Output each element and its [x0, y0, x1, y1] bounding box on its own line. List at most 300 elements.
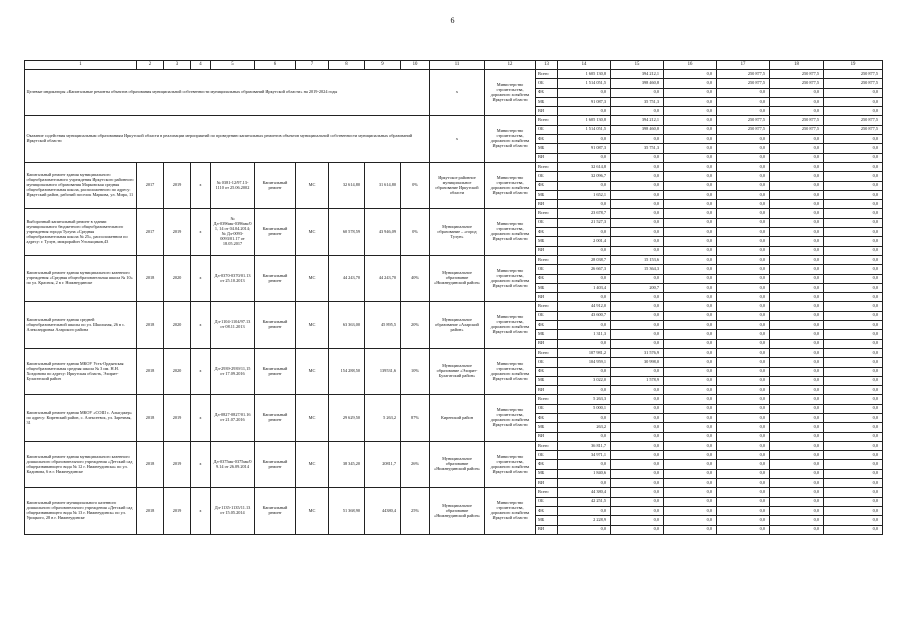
value-cell: 0,0	[770, 200, 824, 209]
value-cell: 0,0	[664, 506, 717, 515]
value-cell: 0,0	[824, 321, 883, 330]
source-cell: ФБ	[536, 181, 558, 190]
value-cell: 0,0	[611, 274, 664, 283]
value-cell: 0,0	[664, 497, 717, 506]
col-header: 5	[211, 61, 255, 70]
value-cell: 0,0	[770, 302, 824, 311]
start-year: 2018	[137, 302, 164, 348]
source-cell: ВИ	[536, 479, 558, 488]
value-cell: 0,0	[717, 451, 770, 460]
value-cell: 0,0	[558, 367, 611, 376]
work-type: Капитальный ремонт	[255, 395, 296, 441]
value-cell: 0,0	[664, 423, 717, 432]
source-cell: ОБ	[536, 497, 558, 506]
value-cell: 0,0	[664, 88, 717, 97]
remaining-cost: 31 614,80	[365, 162, 401, 208]
value-cell: 0,0	[611, 228, 664, 237]
value-cell: 0,0	[717, 460, 770, 469]
value-cell: 35 751,3	[611, 144, 664, 153]
source-cell: ОБ	[536, 311, 558, 320]
executor-cell: Министерство строительства, дорожного хозяйства Иркутской области	[485, 116, 536, 162]
value-cell: 0,0	[824, 469, 883, 478]
value-cell: 104 959,1	[558, 358, 611, 367]
value-cell: 0,0	[558, 339, 611, 348]
ownership-cell: МС	[296, 302, 329, 348]
value-cell: 0,0	[611, 367, 664, 376]
source-cell: ВИ	[536, 293, 558, 302]
value-cell: 0,0	[664, 274, 717, 283]
municipality-cell: Муниципальное образование «Нижнеудинский район»	[430, 441, 485, 487]
value-cell: 0,0	[558, 432, 611, 441]
estimate-cost: 51 368,90	[329, 488, 365, 534]
col-header: 3	[164, 61, 191, 70]
value-cell: 0,0	[717, 469, 770, 478]
col-header: 4	[191, 61, 211, 70]
value-cell: 0,0	[558, 181, 611, 190]
value-cell: 0,0	[824, 413, 883, 422]
source-cell: Всего	[536, 70, 558, 79]
value-cell: 0,0	[770, 162, 824, 171]
value-cell: 0,0	[770, 283, 824, 292]
value-cell: 0,0	[770, 525, 824, 534]
value-cell: 0,0	[717, 479, 770, 488]
value-cell: 0,0	[717, 265, 770, 274]
value-cell: 0,0	[664, 246, 717, 255]
page-number: 6	[450, 16, 455, 25]
value-cell: 0,0	[664, 107, 717, 116]
source-cell: ОБ	[536, 172, 558, 181]
source-cell: МБ	[536, 97, 558, 106]
value-cell: 0,0	[824, 376, 883, 385]
value-cell: 0,0	[664, 79, 717, 88]
estimate-cost: 44 243,70	[329, 255, 365, 301]
ownership-cell: МС	[296, 209, 329, 255]
value-cell: 0,0	[558, 293, 611, 302]
value-cell: 398 460,8	[611, 125, 664, 134]
value-cell: 0,0	[664, 479, 717, 488]
value-cell: 0,0	[611, 432, 664, 441]
source-cell: ОБ	[536, 218, 558, 227]
value-cell: 0,0	[824, 144, 883, 153]
municipality-cell: Муниципальное образование «Нижнеудинский район»	[430, 488, 485, 534]
ownership-cell: МС	[296, 395, 329, 441]
value-cell: 0,0	[717, 386, 770, 395]
value-cell: 0,0	[664, 358, 717, 367]
value-cell: 0,0	[717, 246, 770, 255]
col-header: 9	[365, 61, 401, 70]
mark-cell: х	[191, 302, 211, 348]
value-cell: 0,0	[824, 488, 883, 497]
executor-cell: Министерство строительства, дорожного хозяйства Иркутской области	[485, 255, 536, 301]
value-cell: 0,0	[664, 144, 717, 153]
value-cell: 0,0	[664, 330, 717, 339]
source-cell: МБ	[536, 144, 558, 153]
source-cell: ОБ	[536, 265, 558, 274]
source-cell: ОБ	[536, 79, 558, 88]
value-cell: 0,0	[611, 479, 664, 488]
value-cell: 0,0	[558, 386, 611, 395]
value-cell: 0,0	[770, 209, 824, 218]
source-cell: ФБ	[536, 321, 558, 330]
remaining-cost: 45 895,5	[365, 302, 401, 348]
document-cell: № 0381-12/97.13-1110 от 25.06.2002	[211, 162, 255, 208]
source-cell: МБ	[536, 516, 558, 525]
value-cell: 0,0	[664, 386, 717, 395]
value-cell: 0,0	[611, 246, 664, 255]
summary-row	[25, 70, 883, 79]
value-cell: 0,0	[717, 404, 770, 413]
object-name: Выборочный капитальный ремонт в здании муниципального бюджетного общеобразовательного учреждения города Тулуна «Средняя общеобразовательная школа № 25», расположенном по адресу: г. Тулун, микрорайон Угольщиков,43	[25, 209, 137, 255]
ownership-cell: МС	[296, 348, 329, 394]
value-cell: 36 811,7	[558, 441, 611, 450]
value-cell: 0,0	[824, 153, 883, 162]
value-cell: 0,0	[717, 339, 770, 348]
document-cell: Дл-1104-1104/97.13 от 08.11.2013	[211, 302, 255, 348]
value-cell: 0,0	[664, 153, 717, 162]
value-cell: 1 605 130,8	[558, 116, 611, 125]
object-name: Капитальный ремонт муниципального казенного дошкольного образовательного учреждения «Детский сад общеразвивающего вида № 13 г. Нижнеудинск» по ул. Урицкого, 28 в г. Нижнеудинске	[25, 488, 137, 534]
value-cell: 0,0	[770, 190, 824, 199]
value-cell: 0,0	[611, 218, 664, 227]
value-cell: 0,0	[824, 479, 883, 488]
value-cell: 0,0	[717, 144, 770, 153]
start-year: 2018	[137, 348, 164, 394]
value-cell: 0,0	[824, 497, 883, 506]
value-cell: 0,0	[664, 237, 717, 246]
value-cell: 250 877,5	[770, 70, 824, 79]
ownership-cell: МС	[296, 441, 329, 487]
object-name: Капитальный ремонт здания муниципального общеобразовательного учреждения Иркутского районного муниципального образования Марковская средняя общеобразовательная школа, расположенного по адресу: Иркутский район, рабочий поселок Маркова, ул. Мира, 11	[25, 162, 137, 208]
start-year: 2017	[137, 162, 164, 208]
source-cell: Всего	[536, 209, 558, 218]
value-cell: 0,0	[770, 181, 824, 190]
readiness-percent: 10%	[401, 348, 430, 394]
value-cell: 0,0	[664, 181, 717, 190]
value-cell: 91 087,3	[558, 97, 611, 106]
col-header: 18	[770, 61, 824, 70]
value-cell: 43 600,7	[558, 311, 611, 320]
value-cell: 0,0	[558, 321, 611, 330]
value-cell: 0,0	[717, 209, 770, 218]
value-cell: 0,0	[824, 330, 883, 339]
value-cell: 0,0	[770, 311, 824, 320]
value-cell: 0,0	[664, 135, 717, 144]
program-table	[24, 60, 883, 535]
readiness-percent: 0%	[401, 162, 430, 208]
summary-mark: х	[430, 116, 485, 162]
work-type: Капитальный ремонт	[255, 488, 296, 534]
value-cell: 0,0	[558, 88, 611, 97]
source-cell: Всего	[536, 488, 558, 497]
work-type: Капитальный ремонт	[255, 209, 296, 255]
end-year: 2019	[164, 488, 191, 534]
value-cell: 0,0	[717, 516, 770, 525]
object-name: Капитальный ремонт здания МКОУ «СОШ с. Алыгджер» по адресу: Киренский район, с. Алексеевск, ул. Заречная, 31	[25, 395, 137, 441]
value-cell: 1 514 051,5	[558, 125, 611, 134]
value-cell: 1 605 130,8	[558, 70, 611, 79]
remaining-cost: 139531,6	[365, 348, 401, 394]
value-cell: 0,0	[611, 441, 664, 450]
end-year: 2020	[164, 302, 191, 348]
value-cell: 0,0	[717, 88, 770, 97]
municipality-cell: Муниципальное образование «Нижнеудинский район»	[430, 255, 485, 301]
value-cell: 0,0	[770, 413, 824, 422]
value-cell: 0,0	[664, 404, 717, 413]
value-cell: 1 514 051,5	[558, 79, 611, 88]
source-cell: МБ	[536, 423, 558, 432]
value-cell: 0,0	[558, 274, 611, 283]
value-cell: 0,0	[558, 479, 611, 488]
value-cell: 0,0	[770, 321, 824, 330]
object-name: Капитальный ремонт здания муниципального казенного дошкольного образовательного учреждения «Детский сад общеразвивающего вида № 12 г. Нижнеудинска» по ул. Кадинова, 6 в г. Нижнеудинске	[25, 441, 137, 487]
municipality-cell: Муниципальное образование – «город Тулун»	[430, 209, 485, 255]
value-cell: 0,0	[558, 413, 611, 422]
col-header: 17	[717, 61, 770, 70]
value-cell: 0,0	[717, 395, 770, 404]
value-cell: 0,0	[664, 348, 717, 357]
value-cell: 0,0	[558, 460, 611, 469]
readiness-percent: 0%	[401, 209, 430, 255]
value-cell: 0,0	[770, 88, 824, 97]
value-cell: 0,0	[717, 506, 770, 515]
value-cell: 1 652,1	[558, 190, 611, 199]
source-cell: Всего	[536, 162, 558, 171]
value-cell: 0,0	[824, 190, 883, 199]
end-year: 2020	[164, 348, 191, 394]
value-cell: 0,0	[824, 218, 883, 227]
source-cell: Всего	[536, 395, 558, 404]
start-year: 2018	[137, 255, 164, 301]
object-row	[25, 348, 883, 357]
col-header: 1	[25, 61, 137, 70]
value-cell: 0,0	[824, 181, 883, 190]
value-cell: 32 614,8	[558, 162, 611, 171]
value-cell: 263,2	[558, 423, 611, 432]
value-cell: 0,0	[824, 460, 883, 469]
value-cell: 0,0	[824, 339, 883, 348]
value-cell: 0,0	[558, 506, 611, 515]
value-cell: 91 087,3	[558, 144, 611, 153]
value-cell: 0,0	[824, 367, 883, 376]
value-cell: 0,0	[770, 265, 824, 274]
work-type: Капитальный ремонт	[255, 302, 296, 348]
source-cell: Всего	[536, 255, 558, 264]
value-cell: 0,0	[664, 70, 717, 79]
value-cell: 0,0	[664, 172, 717, 181]
value-cell: 250 877,5	[717, 70, 770, 79]
estimate-cost: 38 345,20	[329, 441, 365, 487]
value-cell: 0,0	[824, 441, 883, 450]
value-cell: 0,0	[770, 395, 824, 404]
value-cell: 0,0	[824, 97, 883, 106]
value-cell: 0,0	[664, 209, 717, 218]
remaining-cost: 20811,7	[365, 441, 401, 487]
source-cell: Всего	[536, 116, 558, 125]
value-cell: 0,0	[770, 497, 824, 506]
value-cell: 200,7	[611, 283, 664, 292]
value-cell: 0,0	[770, 107, 824, 116]
municipality-cell: Муниципальное образование «Аларский район»	[430, 302, 485, 348]
value-cell: 44 912,0	[558, 302, 611, 311]
value-cell: 0,0	[717, 274, 770, 283]
value-cell: 0,0	[558, 246, 611, 255]
source-cell: Всего	[536, 441, 558, 450]
value-cell: 0,0	[611, 190, 664, 199]
value-cell: 3 022,0	[558, 376, 611, 385]
value-cell: 0,0	[611, 311, 664, 320]
value-cell: 28 038,7	[558, 255, 611, 264]
value-cell: 0,0	[611, 395, 664, 404]
value-cell: 0,0	[717, 432, 770, 441]
value-cell: 0,0	[770, 172, 824, 181]
value-cell: 0,0	[717, 321, 770, 330]
value-cell: 21 527,3	[558, 218, 611, 227]
value-cell: 0,0	[717, 172, 770, 181]
value-cell: 0,0	[824, 228, 883, 237]
value-cell: 0,0	[664, 293, 717, 302]
value-cell: 23 678,7	[558, 209, 611, 218]
value-cell: 35 751,3	[611, 97, 664, 106]
object-row	[25, 441, 883, 450]
value-cell: 0,0	[770, 516, 824, 525]
estimate-cost: 63 363,00	[329, 302, 365, 348]
value-cell: 0,0	[611, 293, 664, 302]
start-year: 2017	[137, 209, 164, 255]
value-cell: 0,0	[770, 506, 824, 515]
executor-cell: Министерство строительства, дорожного хозяйства Иркутской области	[485, 441, 536, 487]
value-cell: 0,0	[611, 321, 664, 330]
value-cell: 0,0	[611, 497, 664, 506]
value-cell: 0,0	[664, 516, 717, 525]
municipality-cell: Киренский район	[430, 395, 485, 441]
work-type: Капитальный ремонт	[255, 255, 296, 301]
value-cell: 0,0	[717, 488, 770, 497]
col-header: 12	[485, 61, 536, 70]
document-cell: Дл-2939-2939/11,15 от 17.09.2016	[211, 348, 255, 394]
value-cell: 0,0	[717, 153, 770, 162]
value-cell: 0,0	[770, 135, 824, 144]
remaining-cost: 5 263,2	[365, 395, 401, 441]
end-year: 2019	[164, 162, 191, 208]
source-cell: ОБ	[536, 451, 558, 460]
remaining-cost: 43 946,09	[365, 209, 401, 255]
value-cell: 0,0	[770, 441, 824, 450]
document-cell: Дл-0375мк-0375мк/09.14 от 26.09.2014	[211, 441, 255, 487]
value-cell: 0,0	[611, 153, 664, 162]
value-cell: 0,0	[770, 218, 824, 227]
value-cell: 0,0	[770, 404, 824, 413]
value-cell: 250 877,5	[770, 125, 824, 134]
value-cell: 0,0	[664, 162, 717, 171]
source-cell: МБ	[536, 190, 558, 199]
value-cell: 0,0	[824, 246, 883, 255]
source-cell: ОБ	[536, 404, 558, 413]
value-cell: 0,0	[611, 451, 664, 460]
value-cell: 0,0	[664, 311, 717, 320]
value-cell: 0,0	[664, 432, 717, 441]
value-cell: 0,0	[611, 302, 664, 311]
value-cell: 0,0	[611, 88, 664, 97]
value-cell: 0,0	[824, 432, 883, 441]
source-cell: ФБ	[536, 460, 558, 469]
mark-cell: х	[191, 209, 211, 255]
col-header: 19	[824, 61, 883, 70]
source-cell: ВИ	[536, 386, 558, 395]
executor-cell: Министерство строительства, дорожного хозяйства Иркутской области	[485, 162, 536, 208]
value-cell: 0,0	[717, 367, 770, 376]
estimate-cost: 29 629,50	[329, 395, 365, 441]
value-cell: 26 667,3	[558, 265, 611, 274]
value-cell: 0,0	[770, 246, 824, 255]
value-cell: 0,0	[611, 525, 664, 534]
value-cell: 0,0	[770, 423, 824, 432]
value-cell: 0,0	[717, 358, 770, 367]
value-cell: 0,0	[717, 376, 770, 385]
value-cell: 0,0	[824, 348, 883, 357]
value-cell: 0,0	[824, 200, 883, 209]
value-cell: 250 877,5	[824, 79, 883, 88]
value-cell: 0,0	[664, 97, 717, 106]
value-cell: 0,0	[770, 293, 824, 302]
value-cell: 250 877,5	[824, 125, 883, 134]
object-row	[25, 209, 883, 218]
value-cell: 2 228,9	[558, 516, 611, 525]
end-year: 2019	[164, 441, 191, 487]
value-cell: 0,0	[664, 525, 717, 534]
value-cell: 0,0	[664, 321, 717, 330]
value-cell: 0,0	[611, 413, 664, 422]
value-cell: 0,0	[717, 330, 770, 339]
object-name: Капитальный ремонт здания МКОУ Усть-Ордынская общеобразовательная средняя школа № 3 им. Н.Н. Хоздинова по адресу: Иркутская область, Эхирит-Булагатский район	[25, 348, 137, 394]
source-cell: ВИ	[536, 200, 558, 209]
value-cell: 0,0	[824, 88, 883, 97]
value-cell: 0,0	[717, 255, 770, 264]
value-cell: 0,0	[717, 162, 770, 171]
source-cell: МБ	[536, 469, 558, 478]
value-cell: 0,0	[558, 153, 611, 162]
value-cell: 0,0	[717, 423, 770, 432]
value-cell: 0,0	[664, 255, 717, 264]
end-year: 2019	[164, 395, 191, 441]
document-cell: Дл-0827-0827/01.16 от 21.07.2016	[211, 395, 255, 441]
source-cell: Всего	[536, 348, 558, 357]
object-row	[25, 162, 883, 171]
value-cell: 0,0	[770, 469, 824, 478]
value-cell: 15 364,3	[611, 265, 664, 274]
value-cell: 2 001,4	[558, 237, 611, 246]
source-cell: Всего	[536, 302, 558, 311]
value-cell: 0,0	[824, 265, 883, 274]
value-cell: 0,0	[770, 330, 824, 339]
value-cell: 0,0	[664, 413, 717, 422]
value-cell: 0,0	[717, 413, 770, 422]
col-header: 7	[296, 61, 329, 70]
document-cell: Дл-1135-1135/11.13 от 15.05.2014	[211, 488, 255, 534]
value-cell: 0,0	[770, 367, 824, 376]
work-type: Капитальный ремонт	[255, 162, 296, 208]
value-cell: 250 877,5	[824, 70, 883, 79]
summary-mark: х	[430, 70, 485, 116]
col-header: 14	[558, 61, 611, 70]
readiness-percent: 20%	[401, 302, 430, 348]
readiness-percent: 40%	[401, 255, 430, 301]
value-cell: 0,0	[664, 469, 717, 478]
value-cell: 0,0	[611, 200, 664, 209]
value-cell: 0,0	[558, 135, 611, 144]
source-cell: ОБ	[536, 125, 558, 134]
source-cell: ФБ	[536, 506, 558, 515]
value-cell: 0,0	[824, 404, 883, 413]
